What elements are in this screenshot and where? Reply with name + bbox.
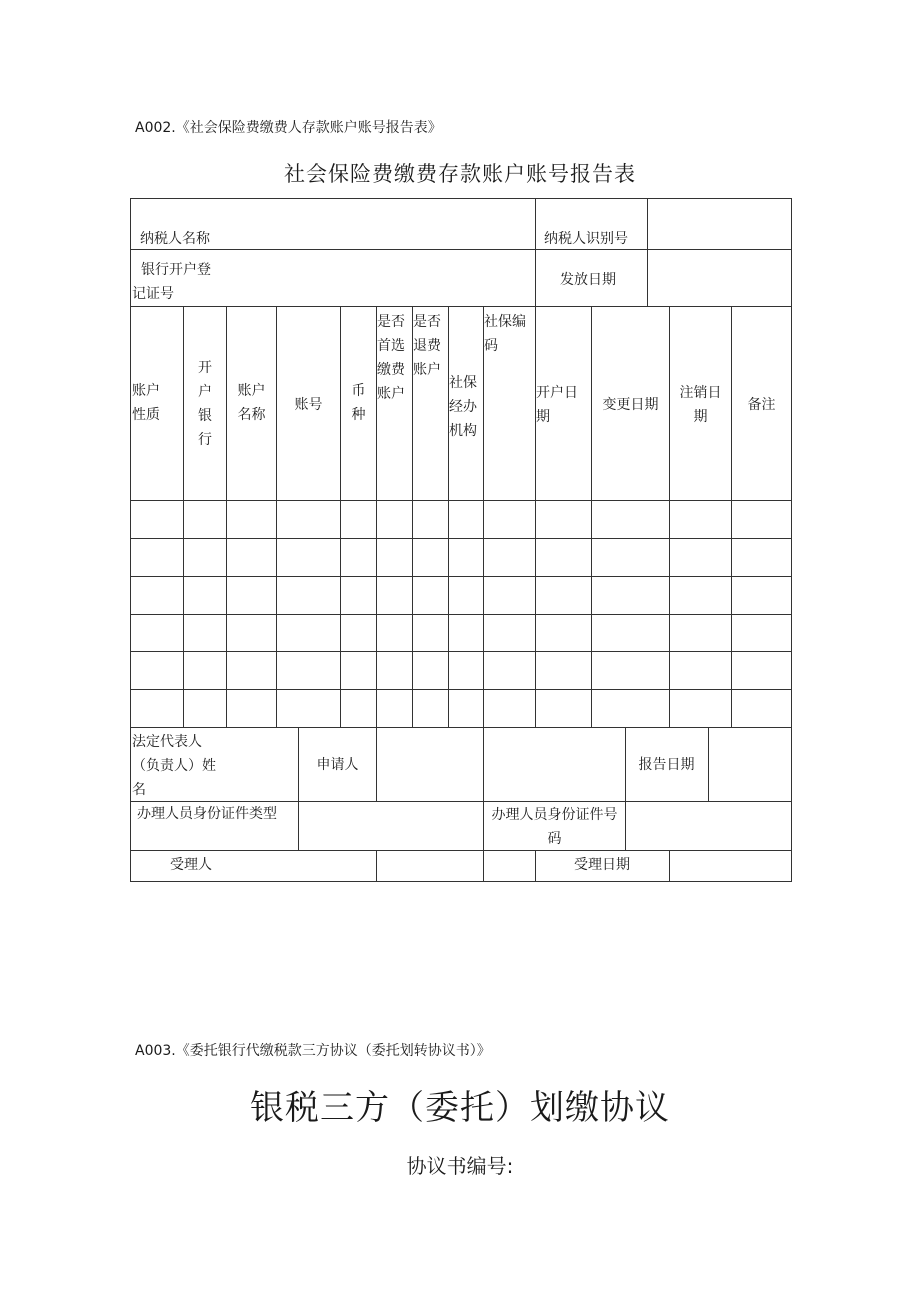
column-header: 账户 性质	[132, 383, 160, 423]
receiver-label: 受理人	[170, 857, 212, 873]
column-header: 社保 经办 机构	[449, 375, 477, 439]
taxpayer-id-label: 纳税人识别号	[544, 231, 628, 247]
receive-date-label: 受理日期	[574, 857, 630, 873]
col-divider	[448, 306, 449, 727]
col-divider	[731, 306, 732, 727]
row-divider	[131, 576, 791, 577]
col-divider	[669, 850, 670, 881]
reference-a002: A002.《社会保险费缴费人存款账户账号报告表》	[135, 120, 442, 136]
column-header: 是否 首选 缴费 账户	[377, 314, 405, 402]
bank-registration-label: 银行开户登 记证号	[132, 262, 211, 302]
col-divider	[647, 199, 648, 306]
col-divider	[483, 306, 484, 727]
col-divider	[483, 850, 484, 881]
column-header: 开 户 银 行	[198, 360, 212, 448]
row-divider	[131, 689, 791, 690]
col-divider	[226, 306, 227, 727]
col-divider	[340, 306, 341, 727]
column-header: 社保编 码	[484, 314, 526, 354]
col-divider	[376, 850, 377, 881]
row-divider	[131, 651, 791, 652]
col-divider	[591, 306, 592, 727]
handler-id-type-label: 办理人员身份证件类型	[137, 806, 277, 822]
row-divider	[131, 500, 791, 501]
agreement-title: 银税三方（委托）划缴协议	[250, 1088, 670, 1128]
row-divider	[131, 538, 791, 539]
legal-representative-label: 法定代表人 （负责人）姓 名	[132, 734, 216, 798]
column-header: 账号	[294, 397, 323, 413]
agreement-number-label: 协议书编号:	[406, 1154, 514, 1178]
row-divider	[131, 727, 791, 728]
reference-a003: A003.《委托银行代缴税款三方协议（委托划转协议书）》	[135, 1043, 491, 1059]
col-divider	[625, 801, 626, 850]
form-title: 社会保险费缴费存款账户账号报告表	[284, 162, 636, 186]
column-header: 账户 名称	[237, 383, 266, 423]
taxpayer-name-label: 纳税人名称	[140, 231, 210, 247]
row-divider	[131, 249, 791, 250]
col-divider	[708, 727, 709, 801]
col-divider	[376, 727, 377, 801]
column-header: 注销日 期	[679, 385, 722, 425]
col-divider	[535, 199, 536, 306]
col-divider	[276, 306, 277, 727]
row-divider	[131, 614, 791, 615]
column-header: 变更日期	[602, 397, 659, 413]
col-divider	[483, 727, 484, 801]
col-divider	[669, 306, 670, 727]
column-header: 备注	[747, 397, 776, 413]
col-divider	[298, 801, 299, 850]
applicant-label: 申请人	[316, 757, 359, 773]
column-header: 是否 退费 账户	[413, 314, 441, 378]
report-date-label: 报告日期	[638, 757, 695, 773]
handler-id-number-label: 办理人员身份证件号 码	[491, 807, 618, 847]
col-divider	[535, 306, 536, 727]
column-header: 币 种	[351, 383, 366, 423]
report-form-table	[130, 198, 792, 882]
column-header: 开户日 期	[536, 385, 578, 425]
issue-date-label: 发放日期	[560, 272, 616, 288]
row-divider	[131, 850, 791, 851]
row-divider	[131, 306, 791, 307]
